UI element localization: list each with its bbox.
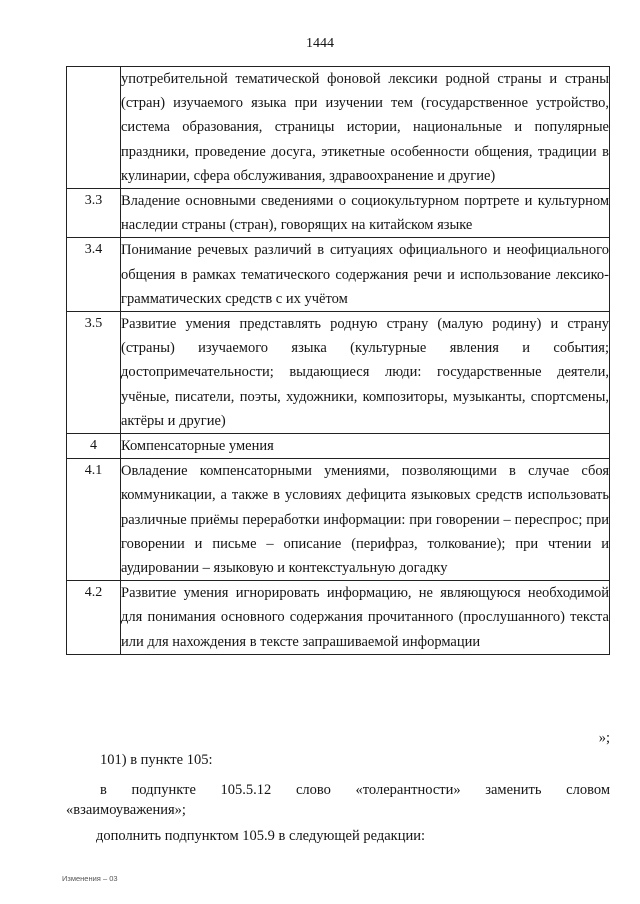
row-number (67, 67, 121, 189)
table-row (67, 189, 610, 238)
table-row (67, 581, 610, 655)
row-text: Развитие умения представлять родную страну (малую родину) и страну (страны) изучаемого языка (культурные явления и события; достопримечательности; выдающиеся люди: государственные деятели, учёные, писатели, поэты, художники, композиторы, музыканты, спортсмены, актёры и другие) (121, 312, 610, 434)
closing-quote: »; (598, 730, 610, 746)
sub-change-line1: в подпункте 105.5.12 слово «толерантности» заменить словом (100, 782, 610, 798)
row-number: 4.1 (67, 459, 121, 581)
item-101: 101) в пункте 105: (100, 752, 213, 768)
table-row (67, 434, 610, 459)
row-text: Владение основными сведениями о социокультурном портрете и культурном наследии страны (стран), говорящих на китайском языке (121, 189, 610, 238)
table-row (67, 238, 610, 312)
table-row (67, 459, 610, 581)
table-row (67, 312, 610, 434)
sub-change-line2: «взаимоуважения»; (66, 802, 186, 818)
row-text: Развитие умения игнорировать информацию, не являющуюся необходимой для понимания основного содержания прочитанного (прослушанного) текста или для нахождения в тексте запрашиваемой информации (121, 581, 610, 655)
row-number: 3.4 (67, 238, 121, 312)
row-number: 4.2 (67, 581, 121, 655)
table-row (67, 67, 610, 189)
row-number: 3.5 (67, 312, 121, 434)
row-number: 4 (67, 434, 121, 459)
footer-label: Изменения – 03 (62, 874, 118, 883)
row-number: 3.3 (67, 189, 121, 238)
sub-add-paragraph: дополнить подпунктом 105.9 в следующей редакции: (96, 828, 426, 844)
row-text: Овладение компенсаторными умениями, позволяющими в случае сбоя коммуникации, а также в условиях дефицита языковых средств использовать различные приёмы переработки информации: при говорении – переспрос; при говорении и письме – описание (перифраз, толкование); при чтении и аудировании – языковую и контекстуальную догадку (121, 459, 610, 581)
row-text: употребительной тематической фоновой лексики родной страны и страны (стран) изучаемого языка при изучении тем (государственное устройство, система образования, страницы истории, национальные и популярные праздники, проведение досуга, этикетные особенности общения, традиции в кулинарии, сфера обслуживания, здравоохранение и другие) (121, 67, 610, 189)
row-text: Понимание речевых различий в ситуациях официального и неофициального общения в рамках тематического содержания речи и использование лексико-грамматических средств с их учётом (121, 238, 610, 312)
row-text: Компенсаторные умения (121, 434, 610, 459)
requirements-table (66, 66, 610, 655)
page-number: 1444 (306, 36, 334, 51)
